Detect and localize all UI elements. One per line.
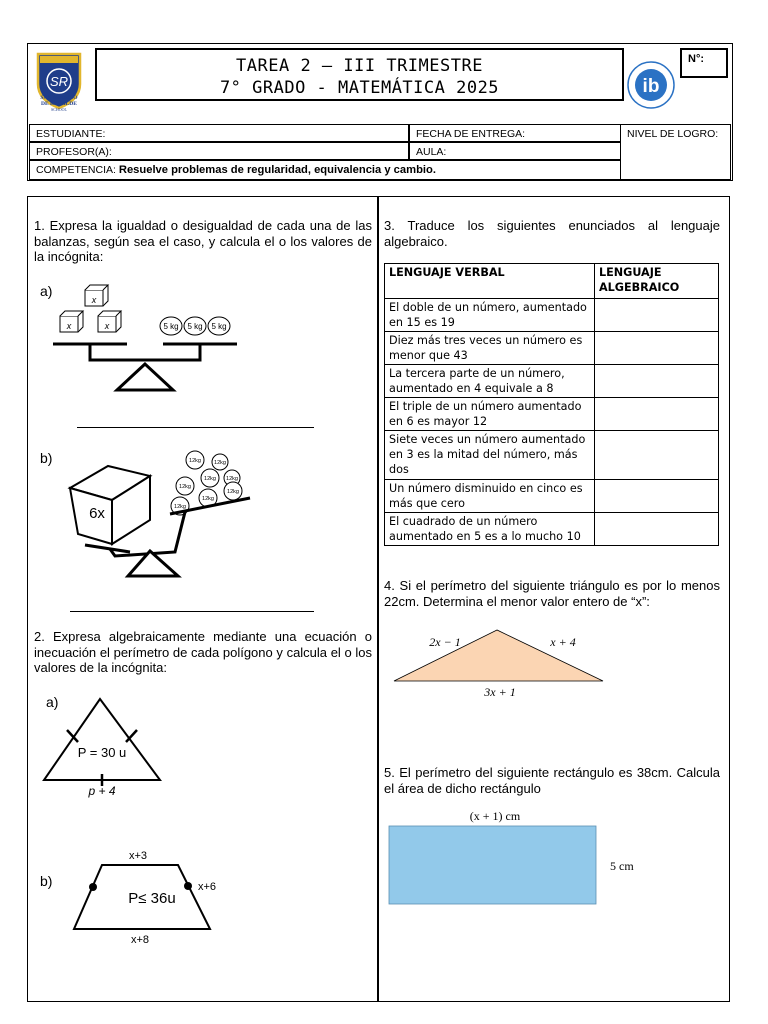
svg-text:x + 4: x + 4	[550, 635, 576, 649]
ib-logo	[626, 60, 676, 110]
room-label: AULA:	[416, 146, 447, 158]
number-box	[680, 48, 728, 78]
svg-text:SR: SR	[49, 74, 69, 89]
competence-label: COMPETENCIA:	[36, 164, 116, 176]
q2a-label: a)	[46, 694, 59, 710]
svg-text:6x: 6x	[89, 505, 105, 522]
q1a-balance	[45, 280, 250, 400]
verbal-cell: El triple de un número aumentado en 6 es mayor 12	[385, 398, 595, 431]
delivery-date-label: FECHA DE ENTREGA:	[416, 128, 526, 140]
verbal-cell: Siete veces un número aumentado en 3 es la mitad del número, más dos	[385, 431, 595, 480]
question-1-text: 1. Expresa la igualdad o desigualdad de cada una de las balanzas, según sea el caso, y calcula el o los valores de la incógnita:	[34, 218, 372, 264]
svg-text:x+6: x+6	[198, 881, 217, 893]
student-label: ESTUDIANTE:	[36, 128, 106, 140]
translation-table	[384, 263, 719, 546]
svg-text:5 kg: 5 kg	[163, 322, 179, 331]
svg-text:(x + 1) cm: (x + 1) cm	[469, 809, 521, 823]
svg-text:3x + 1: 3x + 1	[484, 685, 516, 699]
answer-cell[interactable]	[595, 431, 719, 480]
room-field[interactable]	[409, 142, 621, 160]
q4-triangle	[390, 622, 610, 702]
question-5-text: 5. El perímetro del siguiente rectángulo es 38cm. Calcula el área de dicho rectángulo	[384, 765, 720, 796]
svg-text:2x − 1: 2x − 1	[429, 635, 461, 649]
table-row	[385, 431, 719, 480]
svg-text:12kg: 12kg	[226, 476, 238, 482]
q1a-answer-line[interactable]	[77, 427, 314, 428]
verbal-cell: El cuadrado de un número aumentado en 5 es a lo mucho 10	[385, 513, 595, 546]
title-line-2: 7° GRADO - MATEMÁTICA 2025	[219, 78, 500, 98]
q1a-label: a)	[40, 283, 53, 299]
q2b-trapezoid	[70, 845, 230, 950]
table-header-row	[385, 264, 719, 299]
q1b-answer-line[interactable]	[70, 611, 314, 612]
svg-text:12kg: 12kg	[214, 460, 226, 466]
table-row	[385, 398, 719, 431]
achievement-field[interactable]	[620, 124, 731, 180]
svg-text:12kg: 12kg	[189, 458, 201, 464]
table-row	[385, 299, 719, 332]
svg-text:5 kg: 5 kg	[211, 322, 227, 331]
teacher-label: PROFESOR(A):	[36, 146, 112, 158]
achievement-label: NIVEL DE LOGRO:	[627, 128, 719, 140]
answer-cell[interactable]	[595, 365, 719, 398]
svg-text:x: x	[104, 321, 110, 331]
title-box	[95, 48, 624, 101]
table-row	[385, 365, 719, 398]
column-divider	[377, 196, 379, 1002]
answer-cell[interactable]	[595, 398, 719, 431]
svg-text:x: x	[91, 295, 97, 305]
svg-text:p + 4: p + 4	[88, 784, 116, 798]
competence-row	[29, 160, 621, 180]
q1b-balance	[60, 448, 255, 580]
svg-text:12kg: 12kg	[202, 496, 214, 502]
school-logo	[30, 50, 96, 120]
competence-text: Resuelve problemas de regularidad, equivalencia y cambio.	[118, 164, 436, 176]
question-3-text: 3. Traduce los siguientes enunciados al lenguaje algebraico.	[384, 218, 720, 249]
svg-text:5 cm: 5 cm	[610, 859, 634, 873]
svg-text:5 kg: 5 kg	[187, 322, 203, 331]
q2b-label: b)	[40, 873, 53, 889]
verbal-cell: La tercera parte de un número, aumentado en 4 equivale a 8	[385, 365, 595, 398]
teacher-field[interactable]	[29, 142, 409, 160]
svg-text:ib: ib	[642, 76, 660, 97]
answer-cell[interactable]	[595, 513, 719, 546]
question-4-text: 4. Si el perímetro del siguiente triángulo es por lo menos 22cm. Determina el menor valor entero de “x”:	[384, 578, 720, 609]
svg-text:12kg: 12kg	[204, 476, 216, 482]
q2a-triangle	[40, 694, 170, 799]
col-verbal-header: LENGUAJE VERBAL	[385, 264, 595, 299]
answer-cell[interactable]	[595, 480, 719, 513]
question-2-text: 2. Expresa algebraicamente mediante una ecuación o inecuación el perímetro de cada polígono y calcula el o los valores de la incógnita:	[34, 629, 372, 675]
svg-text:12kg: 12kg	[179, 484, 191, 490]
table-row	[385, 480, 719, 513]
svg-text:12kg: 12kg	[174, 504, 186, 510]
svg-text:x: x	[66, 321, 72, 331]
number-label: N°:	[688, 53, 705, 65]
title-line-1: TAREA 2 – III TRIMESTRE	[236, 56, 483, 76]
svg-text:P≤ 36u: P≤ 36u	[128, 890, 176, 907]
svg-text:x+8: x+8	[130, 934, 150, 946]
q1b-label: b)	[40, 450, 53, 466]
svg-text:P = 30 u: P = 30 u	[77, 745, 127, 760]
student-field[interactable]	[29, 124, 409, 142]
col-algebraic-header: LENGUAJE ALGEBRAICO	[595, 264, 719, 299]
svg-text:x+3: x+3	[128, 850, 148, 862]
verbal-cell: Un número disminuido en cinco es más que cero	[385, 480, 595, 513]
answer-cell[interactable]	[595, 299, 719, 332]
school-name: SAN IGNACIO DE RECALDE SCHOOL	[40, 95, 78, 112]
verbal-cell: Diez más tres veces un número es menor que 43	[385, 332, 595, 365]
svg-text:12kg: 12kg	[227, 489, 239, 495]
verbal-cell: El doble de un número, aumentado en 15 es 19	[385, 299, 595, 332]
q5-rectangle	[385, 806, 650, 911]
table-row	[385, 513, 719, 546]
answer-cell[interactable]	[595, 332, 719, 365]
delivery-date-field[interactable]	[409, 124, 621, 142]
table-row	[385, 332, 719, 365]
